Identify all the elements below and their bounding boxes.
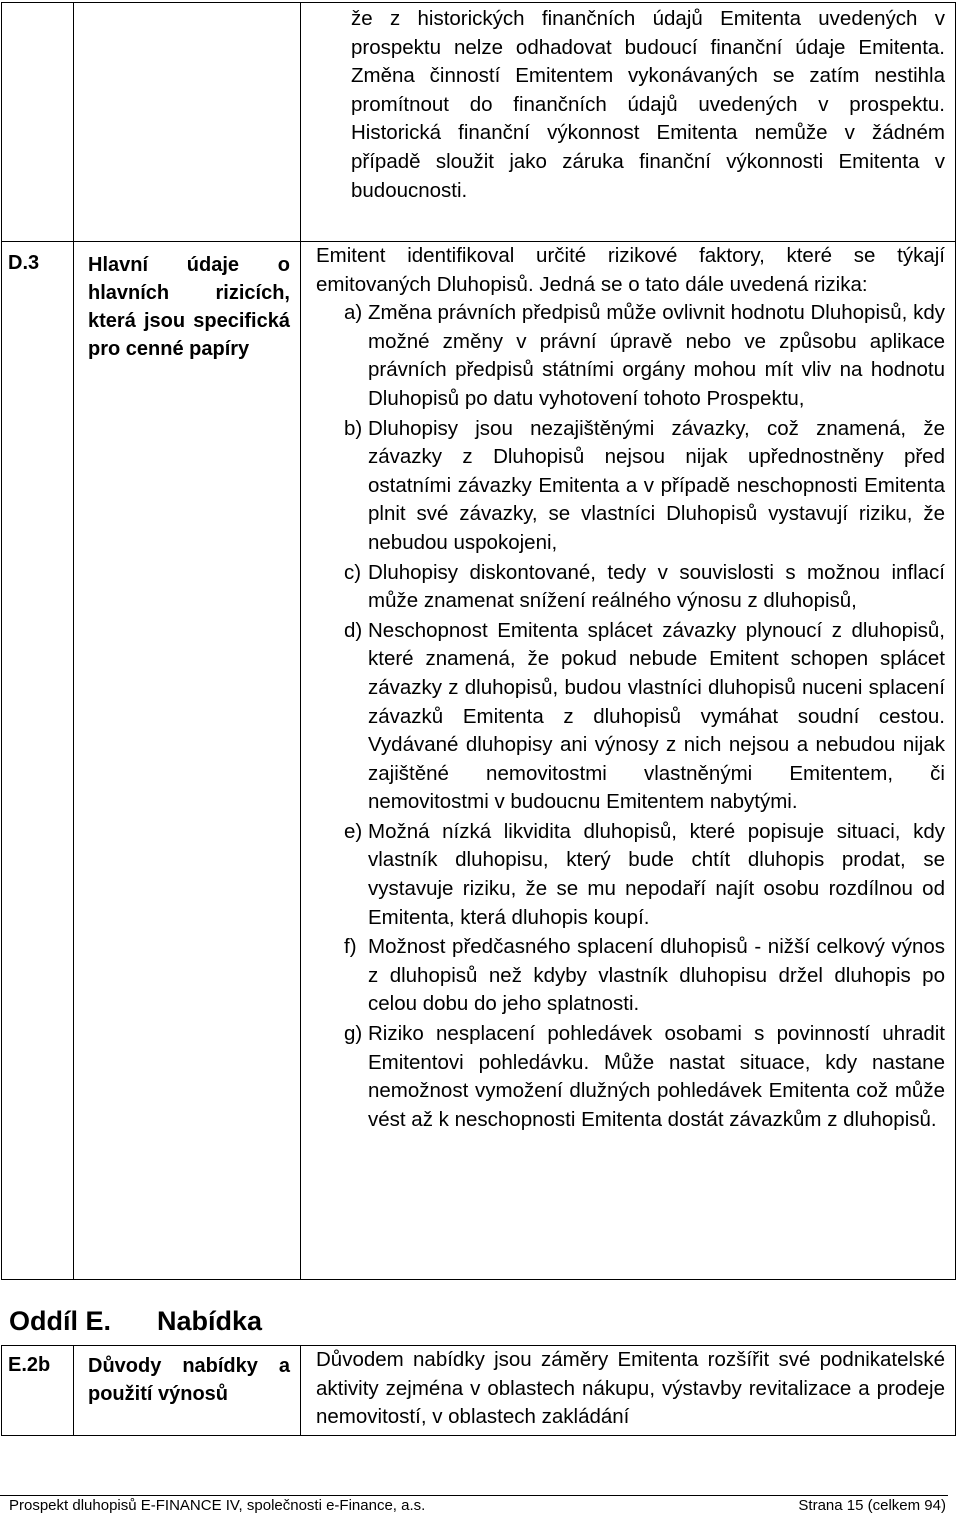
risk-item [316, 559, 945, 616]
row-heading: Hlavní údaje o hlavních rizicích, která jsou specifická pro cenné papíry [74, 242, 301, 1280]
continuation-row [2, 3, 956, 242]
row-d3 [2, 242, 956, 1280]
section-title: Nabídka [157, 1306, 263, 1336]
risk-item-marker: g) [344, 1022, 363, 1046]
footer-document-title: Prospekt dluhopisů E-FINANCE IV, společnosti e-Finance, a.s. [9, 1497, 426, 1514]
footer-rule [0, 1495, 948, 1496]
risk-item-marker: b) [344, 416, 363, 440]
row-body: Důvodem nabídky jsou záměry Emitenta rozšířit své podnikatelské aktivity zejména v oblastech nákupu, výstavby revitalizace a prodeje nemovitostí, v oblastech zakládání [301, 1346, 956, 1436]
section-label: Oddíl E. [9, 1306, 112, 1336]
risk-item-text: Riziko nesplacení pohledávek osobami s povinností uhradit Emitentovi pohledávku. Může nastat situace, kdy nastane nemožnost vymožení dlužných pohledávek Emitenta což může vést až k neschopnosti Emitenta dostát závazkům z dluhopisů. [368, 1022, 945, 1131]
risk-item-text: Neschopnost Emitenta splácet závazky plynoucí z dluhopisů, které znamená, že pokud nebude Emitent schopen splácet závazky z dluhopisů, budou vlastníci dluhopisů nuceni splacení závazků Emitenta z dluhopisů vymáhat soudní cestou. Vydávané dluhopisy ani výnosy z nich nejsou a nebudou nijak zajištěné nemovitostmi vlastněnými Emitentem, či nemovitostmi v budoucnu Emitentem nabytými. [368, 618, 945, 814]
risk-item-marker: e) [344, 819, 363, 843]
risk-item [316, 415, 945, 558]
risk-intro: Emitent identifikoval určité rizikové faktory, které se týkají emitovaných Dluhopisů. Jedná se o tato dále uvedená rizika: [316, 244, 945, 296]
row-e2b [2, 1346, 956, 1436]
row-body [301, 242, 956, 1280]
page-footer [9, 1497, 946, 1514]
risk-item [316, 299, 945, 413]
risk-item-text: Dluhopisy jsou nezajištěnými závazky, což znamená, že závazky z Dluhopisů nejsou nijak upřednostněny před ostatními závazky Emitenta a v případě neschopnosti Emitenta plnit své závazky, se vlastníci Dluhopisů vystavují riziku, že nebudou uspokojeni, [368, 416, 945, 554]
risk-item-marker: d) [344, 618, 363, 642]
row-code: D.3 [2, 242, 74, 1280]
risk-item-text: Možnost předčasného splacení dluhopisů - nižší celkový výnos z dluhopisů než kdyby vlastník dluhopisu držel dluhopis po celou dobu do jeho splatnosti. [368, 935, 945, 1016]
row-heading: Důvody nabídky a použití výnosů [74, 1346, 301, 1436]
risk-item-text: Změna právních předpisů může ovlivnit hodnotu Dluhopisů, kdy možné změny v právní úpravě nebo ve způsobu aplikace právních předpisů státními orgány mohou mít vliv na hodnotu Dluhopisů po datu vyhotovení tohoto Prospektu, [368, 301, 945, 410]
risk-item [316, 818, 945, 932]
risk-item [316, 933, 945, 1019]
risk-item-text: Možná nízká likvidita dluhopisů, které popisuje situaci, kdy vlastník dluhopisu, který bude chtít dluhopis prodat, se vystavuje riziku, že se mu nepodaří najít osobu rozdílnou od Emitenta, která dluhopis koupí. [368, 819, 945, 929]
risk-item-marker: a) [344, 301, 363, 325]
continuation-text: že z historických finančních údajů Emitenta uvedených v prospektu nelze odhadovat budoucí finanční údaje Emitenta. Změna činností Emitentem vykonávaných se zatím nestihla promítnout do finančních údajů uvedených v prospektu. Historická finanční výkonnost Emitenta nemůže v žádném případě sloužit jako záruka finanční výkonnosti Emitenta v budoucnosti. [301, 3, 956, 242]
risk-item [316, 1020, 945, 1134]
row-code: E.2b [2, 1346, 74, 1436]
risk-item-text: Dluhopisy diskontované, tedy v souvislosti s možnou inflací může znamenat snížení reálného výnosu z dluhopisů, [368, 560, 945, 613]
summary-table-top [1, 2, 956, 1280]
risk-item [316, 617, 945, 817]
empty-cell [74, 3, 301, 242]
empty-cell [2, 3, 74, 242]
risk-item-marker: f) [344, 935, 357, 959]
section-heading [9, 1306, 263, 1337]
risk-list [316, 299, 945, 1134]
summary-table-bottom [1, 1345, 956, 1436]
risk-item-marker: c) [344, 560, 362, 584]
footer-page-number: Strana 15 (celkem 94) [798, 1497, 946, 1514]
